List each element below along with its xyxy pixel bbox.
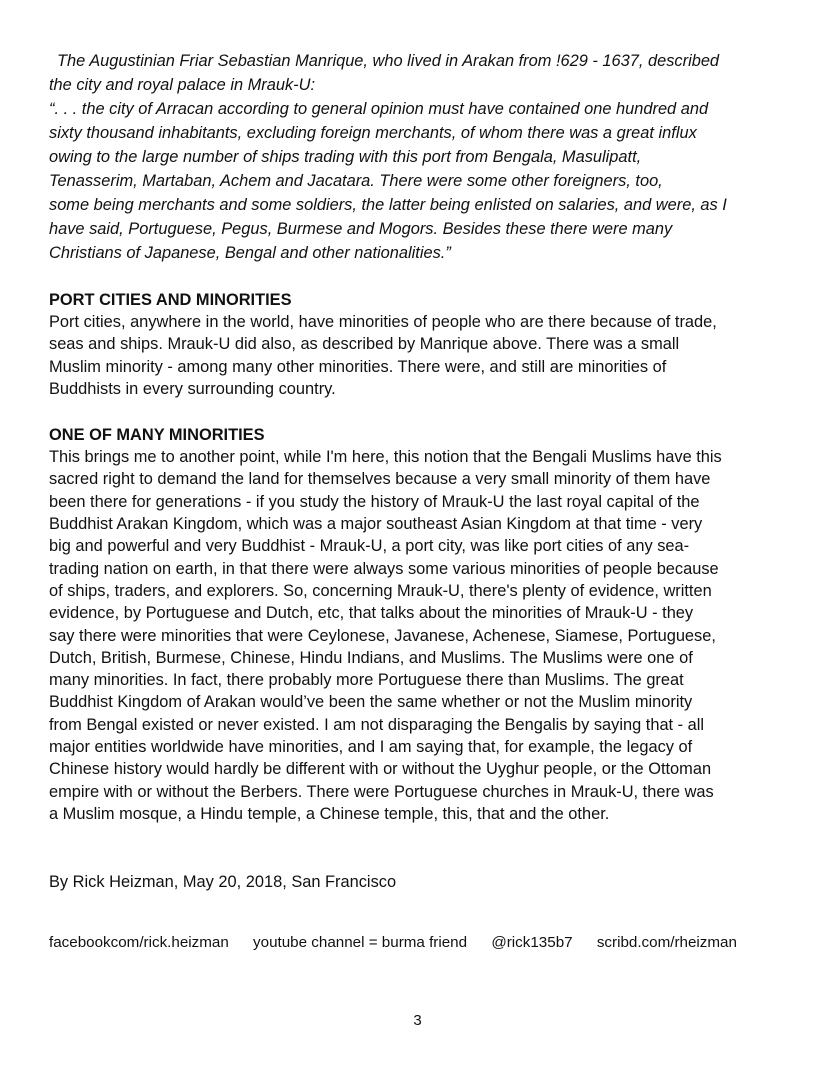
minorities-section bbox=[49, 424, 794, 825]
paragraph-line: been there for generations - if you study the history of Mrauk-U the last royal capital of the bbox=[49, 492, 700, 511]
intro-lead-line-2: the city and royal palace in Mrauk-U: bbox=[49, 76, 316, 94]
paragraph-line: Dutch, British, Burmese, Chinese, Hindu Indians, and Muslims. The Muslims were one of bbox=[49, 648, 693, 667]
quote-line: “. . . the city of Arracan according to general opinion must have contained one hundred and bbox=[49, 100, 709, 118]
minorities-paragraph bbox=[49, 446, 794, 825]
paragraph-line: trading nation on earth, in that there were always some various minorities of people because bbox=[49, 559, 719, 578]
port-cities-section bbox=[49, 289, 794, 400]
author-byline: By Rick Heizman, May 20, 2018, San Francisco bbox=[49, 873, 397, 891]
paragraph-line: from Bengal existed or never existed. I am not disparaging the Bengalis by saying that - all bbox=[49, 715, 705, 734]
scribd-link[interactable]: scribd.com/rheizman bbox=[596, 934, 737, 951]
paragraph-line: Port cities, anywhere in the world, have minorities of people who are there because of trade, bbox=[49, 313, 717, 331]
port-cities-paragraph bbox=[49, 311, 794, 400]
quote-line: owing to the large number of ships trading with this port from Bengala, Masulipatt, bbox=[49, 148, 642, 166]
paragraph-line: evidence, by Portuguese and Dutch, etc, that talks about the minorities of Mrauk-U - they bbox=[49, 604, 694, 623]
quote-line: sixty thousand inhabitants, excluding foreign merchants, of whom there was a great influx bbox=[49, 124, 697, 142]
quote-line: Tenasserim, Martaban, Achem and Jacatara. There were some other foreigners, too, bbox=[49, 172, 663, 190]
paragraph-line: This brings me to another point, while I'm here, this notion that the Bengali Muslims have this bbox=[49, 448, 722, 467]
paragraph-line: a Muslim mosque, a Hindu temple, a Chinese temple, this, that and the other. bbox=[49, 804, 610, 823]
paragraph-line: say there were minorities that were Ceylonese, Javanese, Achenese, Siamese, Portuguese, bbox=[49, 626, 716, 645]
paragraph-line: Buddhist Kingdom of Arakan would’ve been the same whether or not the Muslim minority bbox=[49, 693, 693, 712]
paragraph-line: Buddhists in every surrounding country. bbox=[49, 379, 336, 398]
quote-line: have said, Portuguese, Pegus, Burmese and Mogors. Besides these there were many bbox=[49, 220, 673, 238]
contact-links bbox=[49, 932, 737, 954]
youtube-channel-text: youtube channel = burma friend bbox=[253, 934, 468, 951]
document-page bbox=[49, 49, 794, 825]
section-heading-minorities: ONE OF MANY MINORITIES bbox=[49, 426, 265, 445]
section-heading-port-cities: PORT CITIES AND MINORITIES bbox=[49, 291, 292, 309]
paragraph-line: big and powerful and very Buddhist - Mrauk-U, a port city, was like port cities of any sea- bbox=[49, 537, 690, 556]
paragraph-line: empire with or without the Berbers. There were Portuguese churches in Mrauk-U, there was bbox=[49, 782, 714, 801]
paragraph-line: of ships, traders, and explorers. So, concerning Mrauk-U, there's plenty of evidence, written bbox=[49, 581, 712, 600]
intro-paragraph bbox=[49, 49, 794, 265]
page-number: 3 bbox=[413, 1012, 422, 1029]
quote-line: some being merchants and some soldiers, the latter being enlisted on salaries, and were, as I bbox=[49, 196, 727, 214]
paragraph-line: major entities worldwide have minorities, and I am saying that, for example, the legacy of bbox=[49, 738, 693, 757]
paragraph-line: Muslim minority - among many other minorities. There were, and still are minorities of bbox=[49, 357, 667, 376]
paragraph-line: Buddhist Arakan Kingdom, which was a major southeast Asian Kingdom at that time - very bbox=[49, 515, 703, 534]
quote-line: Christians of Japanese, Bengal and other nationalities.” bbox=[49, 244, 451, 262]
paragraph-line: sacred right to demand the land for themselves because a very small minority of them have bbox=[49, 470, 711, 489]
facebook-link[interactable]: facebookcom/rick.heizman bbox=[49, 934, 229, 951]
paragraph-line: many minorities. In fact, there probably more Portuguese there than Muslims. The great bbox=[49, 671, 684, 690]
twitter-handle[interactable]: @rick135b7 bbox=[491, 934, 573, 951]
intro-lead-line-1: The Augustinian Friar Sebastian Manrique, who lived in Arakan from !629 - 1637, described bbox=[57, 52, 720, 70]
paragraph-line: Chinese history would hardly be different with or without the Uyghur people, or the Ottoman bbox=[49, 760, 712, 779]
paragraph-line: seas and ships. Mrauk-U did also, as described by Manrique above. There was a small bbox=[49, 335, 680, 354]
